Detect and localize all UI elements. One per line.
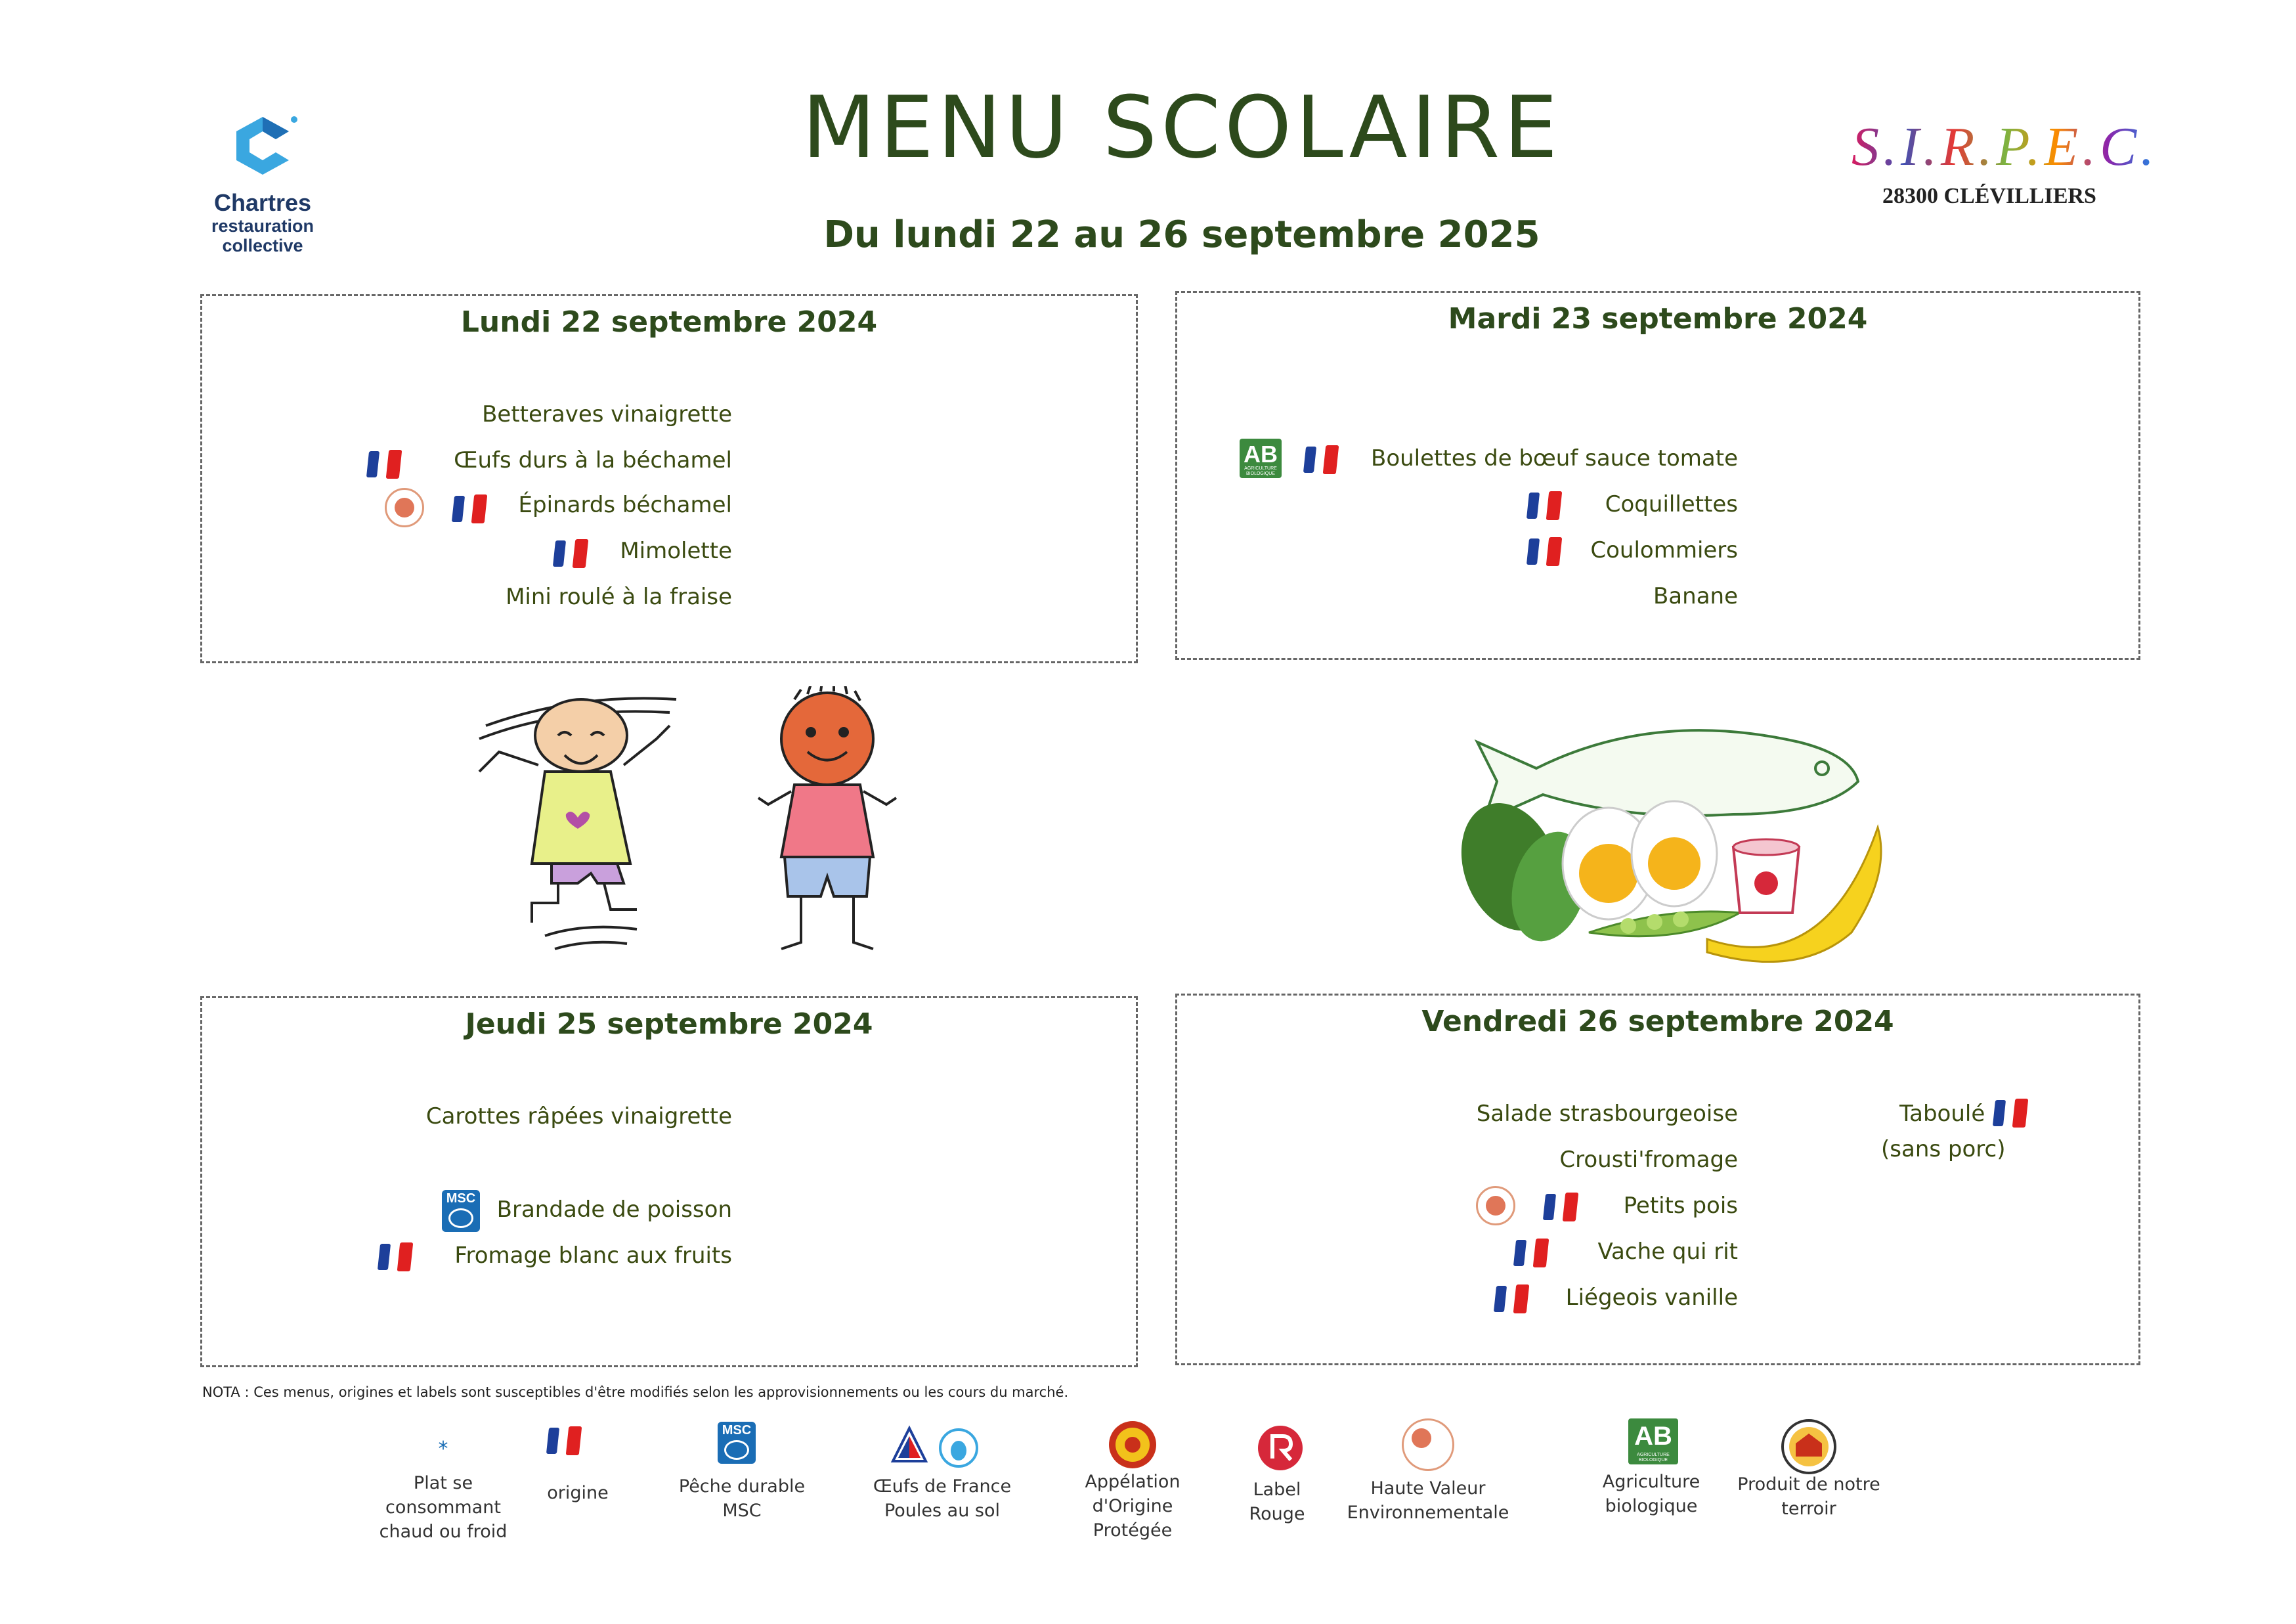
ab-sub-text: AGRICULTURE BIOLOGIQUE [1637, 1453, 1670, 1462]
terroir-icon [1776, 1417, 1842, 1476]
logo-line2: restauration [211, 216, 314, 236]
menu-item: Banane [1653, 583, 1738, 609]
french-flag-icon [450, 493, 490, 526]
legend-line: Pêche durable [678, 1476, 806, 1497]
hve-icon [1402, 1418, 1454, 1471]
day-title: Lundi 22 septembre 2024 [460, 305, 878, 339]
page-title: MENU SCOLAIRE [802, 77, 1562, 177]
legend-bio [1576, 1470, 1727, 1518]
legend-line: chaud ou froid [379, 1522, 508, 1542]
alt-menu-item: Taboulé [1899, 1101, 1985, 1127]
boy-figure [758, 686, 896, 949]
day-title: Vendredi 26 septembre 2024 [1421, 1005, 1894, 1038]
menu-item: Fromage blanc aux fruits [454, 1242, 732, 1269]
sirpec-brand [1852, 115, 2159, 179]
legend-line: MSC [722, 1501, 762, 1521]
legend-line: Label [1253, 1480, 1301, 1500]
legend-origin: origine [547, 1483, 609, 1503]
french-flag-icon [1302, 444, 1341, 477]
hve-icon [385, 488, 424, 527]
menu-item: Œufs durs à la béchamel [454, 447, 732, 473]
french-flag-icon [1525, 536, 1565, 569]
legend-line: consommant [385, 1497, 501, 1518]
legend-line: Plat se [413, 1473, 473, 1493]
kids-illustration [460, 686, 959, 962]
legend-line: Produit de notre [1737, 1474, 1880, 1495]
legend-line: Environnementale [1347, 1503, 1509, 1523]
msc-icon [718, 1422, 756, 1464]
label-rouge-icon [1254, 1422, 1307, 1474]
menu-item: Coquillettes [1605, 491, 1738, 517]
menu-item: Mimolette [620, 538, 732, 564]
girl-figure [479, 698, 676, 949]
menu-item: Brandade de poisson [496, 1196, 732, 1223]
hve-icon [1476, 1186, 1515, 1225]
legend-line: Poules au sol [884, 1501, 1001, 1521]
legend-line: Agriculture [1602, 1472, 1700, 1492]
french-flag-icon [545, 1425, 584, 1458]
menu-item: Liégeois vanille [1565, 1284, 1738, 1311]
legend-terroir [1720, 1472, 1897, 1521]
french-flag-icon [1542, 1191, 1581, 1224]
eggs-drawing [1563, 801, 1717, 919]
menu-item: Vache qui rit [1597, 1239, 1738, 1265]
menu-item: Coulommiers [1590, 537, 1738, 563]
legend-line: d'Origine [1092, 1496, 1173, 1516]
msc-label-text: MSC [446, 1191, 476, 1206]
french-flag-icon [552, 538, 591, 571]
french-flag-icon [1991, 1097, 2031, 1130]
ab-sub-text: AGRICULTURE BIOLOGIQUE [1244, 466, 1277, 476]
french-flag-icon [365, 449, 404, 481]
food-illustration [1458, 716, 1917, 978]
sirpec-city: 28300 CLÉVILLIERS [1882, 184, 2096, 208]
legend-line: biologique [1605, 1496, 1698, 1516]
day-box-tuesday [1175, 291, 2140, 660]
day-box-friday [1175, 994, 2140, 1365]
legend-hve [1339, 1476, 1517, 1525]
french-flag-icon [376, 1241, 416, 1274]
ab-label-text: AB [1634, 1422, 1672, 1451]
aop-icon [1106, 1418, 1159, 1471]
legend-eggs [860, 1474, 1024, 1523]
menu-item: Betteraves vinaigrette [482, 401, 732, 428]
day-box-thursday [200, 996, 1138, 1367]
yogurt-drawing [1733, 839, 1799, 913]
french-flag-icon [1512, 1237, 1551, 1270]
msc-label-text: MSC [722, 1423, 752, 1437]
logo-name: Chartres [213, 189, 312, 216]
legend-line: Protégée [1093, 1520, 1173, 1541]
legend-hot-cold [368, 1471, 519, 1544]
french-flag-icon [1525, 490, 1565, 523]
ab-bio-icon [1240, 439, 1282, 478]
alt-menu-note: (sans porc) [1881, 1136, 2006, 1162]
day-title: Jeudi 25 septembre 2024 [465, 1007, 873, 1041]
day-box-monday [200, 294, 1138, 663]
menu-item: Mini roulé à la fraise [506, 584, 732, 610]
msc-icon [442, 1190, 480, 1232]
day-title: Mardi 23 septembre 2024 [1448, 302, 1868, 336]
menu-item: Salade strasbourgeoise [1476, 1101, 1738, 1127]
eggs-france-icon [886, 1422, 985, 1474]
menu-item: Boulettes de bœuf sauce tomate [1371, 445, 1738, 472]
sirpec-logo [1852, 115, 2159, 213]
legend-line: Haute Valeur [1370, 1478, 1486, 1499]
legend-line: Rouge [1249, 1504, 1305, 1524]
menu-item: Crousti'fromage [1559, 1147, 1738, 1173]
sirpec-brand-text: S.I.R.P.E.C. [1852, 116, 2159, 177]
legend-msc [663, 1474, 821, 1523]
ab-bio-icon [1628, 1418, 1678, 1464]
asterisk-icon: * [438, 1437, 448, 1460]
legend-label-rouge [1221, 1478, 1333, 1526]
legend-line: Appélation [1085, 1472, 1180, 1492]
french-flag-icon [1492, 1283, 1532, 1316]
legend-aop [1064, 1470, 1202, 1543]
menu-item: Carottes râpées vinaigrette [425, 1103, 732, 1130]
nota-text: NOTA : Ces menus, origines et labels sont susceptibles d'être modifiés selon les approvisionnements ou les cours du marché. [202, 1384, 1069, 1400]
logo-line3: collective [222, 236, 303, 255]
ab-label-text: AB [1244, 441, 1278, 468]
legend-line: Œufs de France [873, 1476, 1012, 1497]
chartres-c-icon [223, 105, 302, 184]
legend-line: terroir [1781, 1499, 1836, 1519]
menu-item: Épinards béchamel [518, 492, 732, 518]
chartres-logo [197, 105, 328, 256]
menu-item: Petits pois [1623, 1193, 1738, 1219]
page-subtitle: Du lundi 22 au 26 septembre 2025 [823, 213, 1540, 256]
